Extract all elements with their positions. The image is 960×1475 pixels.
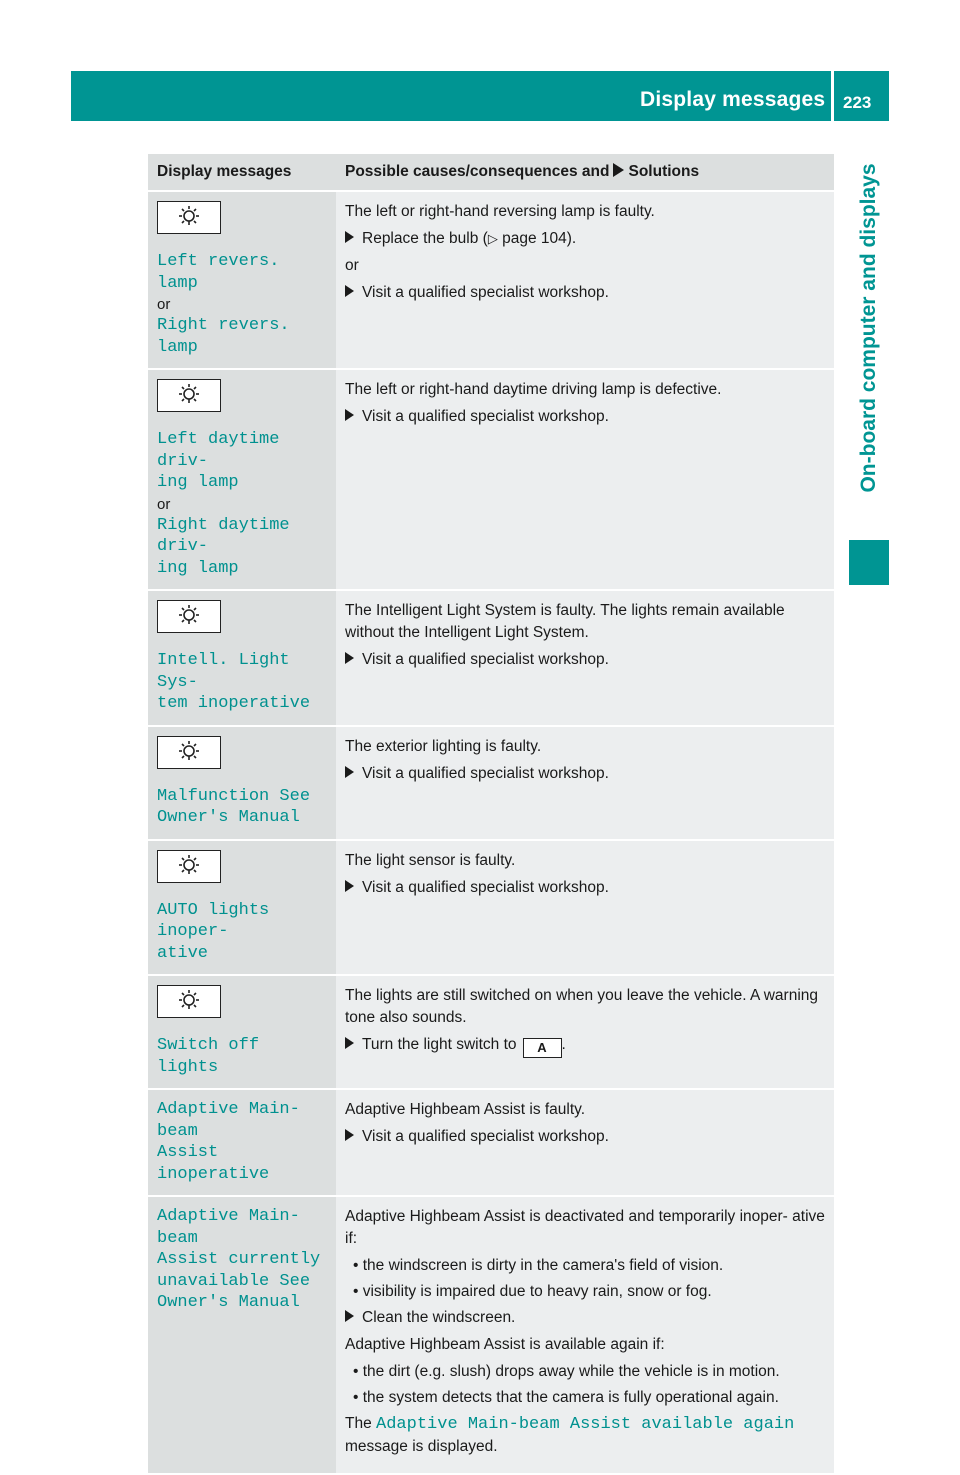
action-text: Turn the light switch to <box>362 1036 517 1053</box>
display-messages-table <box>148 154 834 1475</box>
display-text: Switch off lights <box>157 1036 260 1077</box>
col-header-causes <box>336 154 834 191</box>
triangle-arrow-icon <box>345 285 354 297</box>
display-text: Intell. Light Sys‐ <box>157 651 290 692</box>
display-message-cell <box>148 726 336 840</box>
cause-text: The left or right-hand reversing lamp is faulty. <box>345 203 655 220</box>
solution-cell <box>336 726 834 840</box>
display-text: Right revers. lamp <box>157 316 290 357</box>
action-text: Visit a qualified specialist workshop. <box>362 408 609 425</box>
display-text: Left revers. lamp <box>157 252 280 293</box>
page-reference-icon: ▷ <box>487 231 498 246</box>
table-row <box>148 1089 834 1196</box>
action-text: Visit a qualified specialist workshop. <box>362 284 609 301</box>
display-text: ing lamp <box>157 473 239 492</box>
action-item <box>345 1307 825 1329</box>
triangle-arrow-icon <box>345 880 354 892</box>
display-text: tem inoperative <box>157 694 311 713</box>
triangle-arrow-icon <box>613 163 624 177</box>
table-row <box>148 1196 834 1474</box>
table-row <box>148 191 834 369</box>
solution-cell <box>336 1196 834 1474</box>
display-text: Adaptive Main-beam <box>157 1100 300 1141</box>
table-row <box>148 369 834 590</box>
solution-cell <box>336 590 834 726</box>
display-text: Assist inoperative <box>157 1143 270 1184</box>
light-bulb-icon <box>157 600 221 633</box>
display-message-cell <box>148 1196 336 1474</box>
light-bulb-icon <box>157 985 221 1018</box>
triangle-arrow-icon <box>345 231 354 243</box>
table-row <box>148 840 834 976</box>
cause-text: Adaptive Highbeam Assist is available again if: <box>345 1336 665 1353</box>
side-tab-marker <box>849 540 889 585</box>
action-text: Replace the bulb ( <box>362 230 488 247</box>
display-text: Adaptive Main-beam <box>157 1207 300 1248</box>
side-tab <box>849 121 889 536</box>
action-text: Visit a qualified specialist workshop. <box>362 651 609 668</box>
light-bulb-icon <box>157 201 221 234</box>
col-header-causes-text: Possible causes/consequences and <box>345 163 610 180</box>
action-item <box>345 1126 825 1148</box>
cause-text: Adaptive Highbeam Assist is faulty. <box>345 1101 586 1118</box>
display-text: AUTO lights inoper‐ <box>157 900 270 941</box>
action-item <box>345 763 825 785</box>
page-number: 223 <box>843 93 872 112</box>
solution-cell <box>336 975 834 1089</box>
section-title: Display messages <box>640 88 826 111</box>
or-text: or <box>345 257 359 274</box>
display-text: ing lamp <box>157 558 239 578</box>
bullet-text: the windscreen is dirty in the camera's field of vision. <box>362 1257 724 1274</box>
light-switch-auto-icon: A <box>523 1038 562 1058</box>
bullet-item: • the dirt (e.g. slush) drops away while the vehicle is in motion. <box>353 1363 780 1380</box>
action-item <box>345 406 825 428</box>
light-bulb-icon <box>157 850 221 883</box>
triangle-arrow-icon <box>345 1310 354 1322</box>
light-bulb-icon <box>157 379 221 412</box>
table-header-row <box>148 154 834 191</box>
table-row <box>148 590 834 726</box>
cause-text: Adaptive Highbeam Assist is deactivated and temporarily inoper- ative if: <box>345 1208 825 1247</box>
display-message-cell <box>148 590 336 726</box>
cause-text: The light sensor is faulty. <box>345 851 516 869</box>
action-item <box>345 649 825 671</box>
triangle-arrow-icon <box>345 409 354 421</box>
bullet-item: • visibility is impaired due to heavy rain, snow or fog. <box>353 1283 712 1300</box>
solution-cell <box>336 369 834 590</box>
display-message-cell <box>148 975 336 1089</box>
final-text: message is displayed. <box>345 1438 498 1455</box>
triangle-arrow-icon <box>345 1037 354 1049</box>
triangle-arrow-icon <box>345 766 354 778</box>
display-text: Left daytime driv‐ <box>157 430 280 471</box>
solution-cell <box>336 840 834 976</box>
side-tab-label: On-board computer and displays <box>857 163 880 493</box>
col-header-solutions: Solutions <box>628 163 700 180</box>
bullet-item: • the windscreen is dirty in the camera's field of vision. <box>353 1257 724 1274</box>
page-reference[interactable]: page 104). <box>502 230 577 247</box>
header-divider <box>831 71 834 121</box>
table-row <box>148 726 834 840</box>
bullet-item: • the system detects that the camera is fully operational again. <box>353 1389 779 1406</box>
display-text: Owner's Manual <box>157 808 300 827</box>
display-text: unavailable See <box>157 1271 311 1291</box>
action-item <box>345 877 825 899</box>
action-text: Visit a qualified specialist workshop. <box>362 764 609 782</box>
action-item: Turn the light switch to A . <box>345 1034 825 1058</box>
cause-text: The lights are still switched on when you leave the vehicle. A warning tone also sounds. <box>345 987 819 1026</box>
or-text: or <box>157 296 171 313</box>
or-text: or <box>157 495 171 513</box>
light-bulb-icon <box>157 736 221 769</box>
action-item <box>345 228 825 250</box>
display-message-cell <box>148 1089 336 1196</box>
display-text: Malfunction See <box>157 786 311 806</box>
triangle-arrow-icon <box>345 1129 354 1141</box>
bullet-text: the dirt (e.g. slush) drops away while the vehicle is in motion. <box>362 1363 780 1380</box>
cause-text: The left or right-hand daytime driving lamp is defective. <box>345 381 722 398</box>
action-text: Visit a qualified specialist workshop. <box>362 878 609 896</box>
display-text: Adaptive Main-beam Assist available again <box>376 1415 795 1434</box>
display-text: Owner's Manual <box>157 1293 300 1312</box>
col-header-display-messages: Display messages <box>148 154 336 191</box>
display-message-cell <box>148 369 336 590</box>
action-text: Visit a qualified specialist workshop. <box>362 1128 609 1145</box>
cause-text: The exterior lighting is faulty. <box>345 737 542 755</box>
triangle-arrow-icon <box>345 652 354 664</box>
final-text: The <box>345 1415 372 1432</box>
action-item <box>345 282 825 304</box>
solution-cell <box>336 191 834 369</box>
display-text: Assist currently <box>157 1250 321 1269</box>
cause-text: The Intelligent Light System is faulty. The lights remain available without the Intelligent Light System. <box>345 602 785 641</box>
bullet-text: visibility is impaired due to heavy rain, snow or fog. <box>362 1283 712 1300</box>
solution-cell <box>336 1089 834 1196</box>
display-message-cell <box>148 840 336 976</box>
table-row <box>148 975 834 1089</box>
action-text: Clean the windscreen. <box>362 1309 516 1326</box>
bullet-text: the system detects that the camera is fully operational again. <box>362 1389 779 1406</box>
display-message-cell <box>148 191 336 369</box>
final-note <box>345 1413 825 1458</box>
display-text: Right daytime driv‐ <box>157 515 290 556</box>
display-text: ative <box>157 943 209 963</box>
